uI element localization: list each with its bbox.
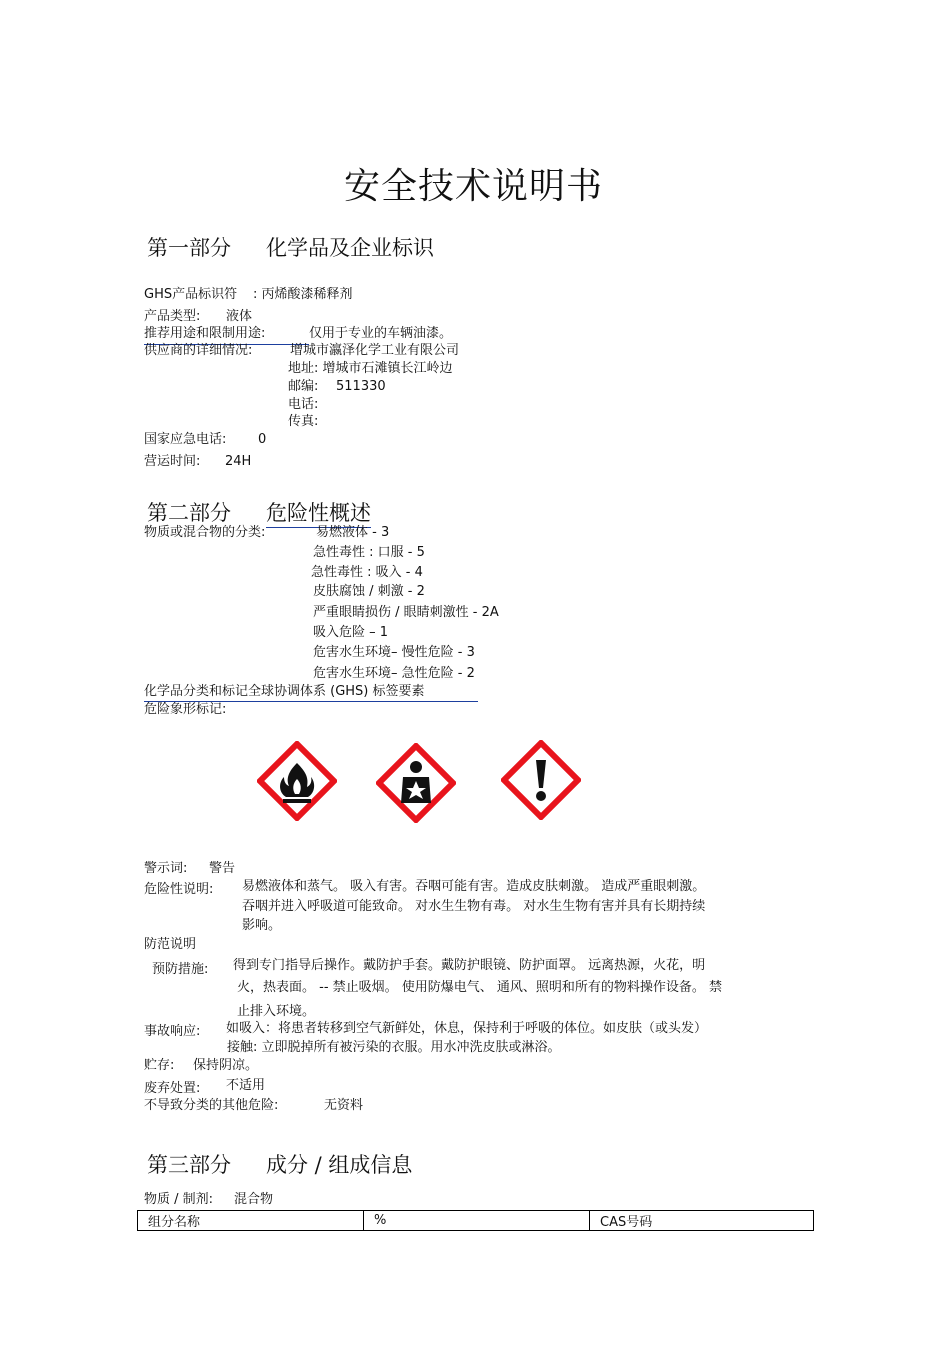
document-title: 安全技术说明书: [344, 166, 604, 207]
substance-label: 物质 / 制剂:: [144, 1192, 214, 1207]
ghs-elements-label: 化学品分类和标记全球协调体系 (GHS) 标签要素: [144, 684, 478, 702]
hazard-statement-line: 易燃液体和蒸气。 吸入有害。吞咽可能有害。造成皮肤刺激。 造成严重眼刺激。: [242, 879, 706, 894]
table-header-row: [138, 1211, 814, 1231]
classification-item: 急性毒性 : 口服 - 5: [313, 545, 425, 560]
disposal-label: 废弃处置:: [144, 1081, 201, 1096]
classification-item: 急性毒性 : 吸入 - 4: [311, 565, 423, 580]
prevention-line: 得到专门指导后操作。戴防护手套。戴防护眼镜、防护面罩。 远离热源，火花，明: [233, 958, 706, 973]
flame-icon: [257, 741, 337, 821]
column-header-component: 组分名称: [138, 1211, 364, 1231]
pictogram-label: 危险象形标记:: [144, 702, 227, 717]
composition-table: [137, 1210, 814, 1231]
health-hazard-icon: [376, 743, 456, 823]
response-label: 事故响应:: [144, 1024, 201, 1039]
hazard-statement-label: 危险性说明:: [144, 882, 214, 897]
supplier-address: 地址: 增城市石滩镇长江岭边: [288, 361, 453, 376]
classification-item: 皮肤腐蚀 / 刺激 - 2: [313, 584, 425, 599]
recommended-use-label: 推荐用途和限制用途:: [144, 326, 266, 341]
supplier-company: 增城市瀛泽化学工业有限公司: [290, 343, 460, 358]
substance-value: 混合物: [234, 1192, 274, 1207]
hours-value: 24H: [225, 454, 252, 469]
prevention-line: 火，热表面。 -- 禁止吸烟。 使用防爆电气、 通风、照明和所有的物料操作设备。 禁: [237, 980, 723, 995]
part1-heading-title: 化学品及企业标识: [266, 236, 434, 260]
part2-heading-title: 危险性概述: [266, 497, 371, 528]
ghs-identifier-label: GHS产品标识符: [144, 287, 238, 302]
other-hazards-value: 无资料: [324, 1098, 364, 1113]
response-line: 如吸入：将患者转移到空气新鲜处，休息，保持利于呼吸的体位。如皮肤（或头发）: [226, 1021, 708, 1036]
postcode-label: 邮编:: [288, 379, 319, 394]
supplier-label: 供应商的详细情况:: [144, 343, 253, 358]
emergency-phone-label: 国家应急电话:: [144, 432, 227, 447]
recommended-use-value: 仅用于专业的车辆油漆。: [309, 326, 453, 341]
classification-item: 危害水生环境– 急性危险 - 2: [313, 666, 475, 681]
other-hazards-label: 不导致分类的其他危险:: [144, 1098, 279, 1113]
classification-item: 吸入危险 – 1: [313, 625, 389, 640]
disposal-value: 不适用: [226, 1078, 266, 1093]
storage-label: 贮存:: [144, 1058, 175, 1073]
prevention-line: 止排入环境。: [237, 1004, 316, 1019]
emergency-phone-value: 0: [258, 432, 267, 447]
hours-label: 营运时间:: [144, 454, 201, 469]
ghs-identifier-value: : 丙烯酸漆稀释剂: [253, 287, 353, 302]
exclamation-icon: [501, 740, 581, 820]
phone-label: 电话:: [288, 397, 319, 412]
classification-item: 易燃液体 - 3: [316, 525, 390, 540]
part2-heading-number: 第二部分: [147, 501, 231, 525]
column-header-percent: %: [364, 1211, 590, 1231]
part3-heading-number: 第三部分: [147, 1153, 231, 1177]
part1-heading-number: 第一部分: [147, 236, 231, 260]
prevention-label: 预防措施:: [152, 962, 209, 977]
classification-label: 物质或混合物的分类:: [144, 525, 266, 540]
part3-heading-title: 成分 / 组成信息: [266, 1153, 413, 1177]
product-type-label: 产品类型:: [144, 309, 201, 324]
signal-word-value: 警告: [209, 861, 236, 876]
hazard-statement-line: 影响。: [242, 918, 282, 933]
response-line: 接触: 立即脱掉所有被污染的衣服。用水冲洗皮肤或淋浴。: [227, 1040, 561, 1055]
fax-label: 传真:: [288, 414, 319, 429]
product-type-value: 液体: [226, 309, 253, 324]
precaution-heading: 防范说明: [144, 937, 197, 952]
column-header-cas: CAS号码: [590, 1211, 814, 1231]
classification-item: 严重眼睛损伤 / 眼睛刺激性 - 2A: [313, 605, 499, 620]
signal-word-label: 警示词:: [144, 861, 188, 876]
hazard-statement-line: 吞咽并进入呼吸道可能致命。 对水生生物有毒。 对水生生物有害并具有长期持续: [242, 899, 706, 914]
classification-item: 危害水生环境– 慢性危险 - 3: [313, 645, 475, 660]
storage-value: 保持阴凉。: [193, 1058, 259, 1073]
postcode-value: 511330: [336, 379, 386, 394]
